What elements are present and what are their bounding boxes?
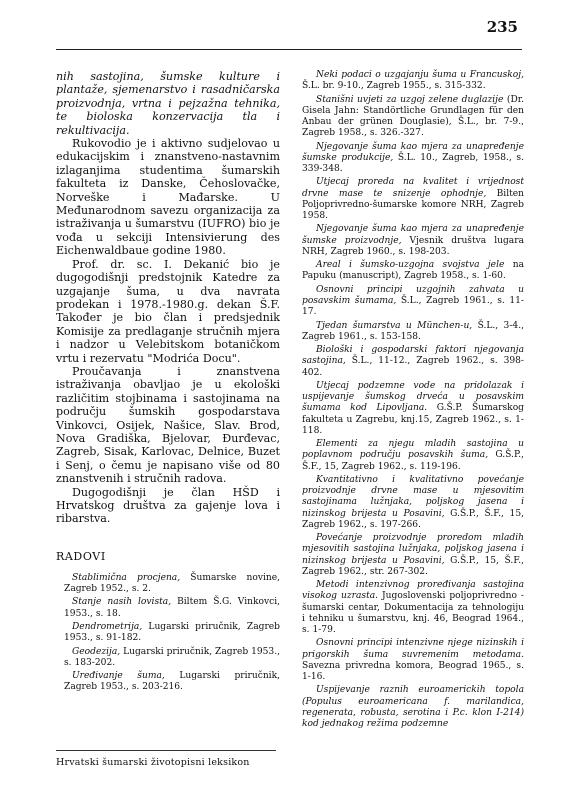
work-entry [302,177,524,222]
work-entry [302,475,524,531]
works-heading: RADOVI [56,549,106,563]
work-entry [302,70,524,92]
work-title: Uspijevanje raznih euroamerickih topola (Populus euroamericana f. marilandica, regenerata, robusta, serotina i P.c. klon I-214) kod jednakog režima podzemne [302,685,524,729]
work-details: Š.L., 3-4., Zagreb 1961., s. 153-158. [302,320,524,342]
work-title: Dendrometrija, [72,622,143,632]
work-details: G.Š.P. Šumarskog fakulteta u Zagrebu, knj.15, Zagreb 1962., s. 1-118. [302,403,524,436]
work-entry [302,580,524,636]
work-title: Tjedan šumarstva u München-u, [316,320,473,331]
work-entry [302,260,524,282]
work-details: (Dr. Gisela Jahn: Standörtliche Grundlagen für den Anbau der grünen Douglasie), Š.L., br. 7-9., Zagreb 1958., s. 326.-327. [302,94,525,139]
work-details: G.Š.P., Š.F., 15, Zagreb 1962., s. 119-196. [302,450,524,472]
work-entry [56,647,280,669]
biography-text [56,70,280,526]
work-details: Lugarski priručnik, Zagreb 1953., s. 91-182. [64,622,280,644]
footer-text: Hrvatski šumarski životopisni leksikon [56,757,250,768]
header-rule [56,49,522,50]
work-details: G.Š.P., 15, Š.F., Zagreb 1962., str. 267-302. [302,555,524,577]
work-details: Lugarski priručnik, Zagreb 1953., s. 183-202. [64,646,280,668]
footer-rule [56,750,276,751]
work-title: Osnovni principi uzgojnih zahvata u posavskim šumama, [302,284,524,306]
work-title: Stanišni uvjeti za uzgoj zelene duglazije [316,94,504,105]
work-title: Neki podaci o uzgajanju šuma u Francuskoj, [316,70,524,80]
work-title: Elementi za njegu mladih sastojina u poplavnom području posavskih šuma, [302,439,524,461]
work-entry [56,573,280,595]
work-details: Savezna privredna komora, Beograd 1965., s. 1-16. [302,660,524,682]
work-details: Š.L., Zagreb 1961., s. 11-17. [302,295,525,318]
work-entry [302,142,524,176]
work-details: G.Š.P., Š.F., 15, Zagreb 1962., s. 197-266. [302,508,524,530]
work-details: na Papuku (manuscript), Zagreb 1958., s. 1-60. [302,260,524,282]
work-details: Š.L. 10., Zagreb, 1958., s. 339-348. [302,152,524,174]
right-column [302,70,524,732]
work-entry [56,671,280,693]
work-entry [302,638,524,683]
works-list-left [56,573,280,694]
work-details: Biltem Š.G. Vinkovci, 1953., s. 18. [64,597,280,619]
work-entry [302,439,524,473]
work-entry [302,224,524,258]
work-title: Uređivanje šuma, [72,671,165,682]
paragraph: nih sastojina, šumske kulture i plantaže, sjemenarstvo i rasadničarska proizvodnja, vrtna i pejzažna tehnika, te bioloska konzervacija tla i rekultivacija. [56,70,280,137]
work-entry [302,381,524,437]
work-title: Njegovanje šuma kao mjera za unapređenje šumske proizvodnje, [302,224,524,246]
work-title: Stanje nasih lovista, [72,597,172,608]
work-title: Stablimična procjena, [72,572,181,583]
work-title: Geodezija, [72,646,121,657]
left-column [56,70,280,696]
work-details: Vjesnik društva lugara NRH, Zagreb 1960., s. 198-203. [302,235,524,257]
work-details: Bilten Poljoprivredno-šumarske komore NRH, Zagreb 1958. [302,188,524,221]
work-entry [302,533,524,578]
work-details: Šumarske novine, Zagreb 1952., s. 2. [64,572,280,595]
work-entry [302,321,524,343]
work-details: Lugarski priručnik, Zagreb 1953., s. 203-216. [64,671,280,693]
work-title: Utjecaj proreda na kvalitet i vrijednost drvne mase te snizenje ophodnje, [302,177,524,199]
work-title: Metodi intenzivnog proređivanja sastojina visokog uzrasta. [302,580,524,602]
work-entry [56,622,280,644]
work-title: Osnovni principi intenzivne njege nizinskih i prigorskih šuma suvremenim metodama. [302,638,524,660]
work-title: Areal i šumsko-uzgojna svojstva jele [316,260,505,271]
work-title: Njegovanje šuma kao mjera za unapređenje šumske produkcije, [302,141,524,163]
work-details: Š.L., 11-12., Zagreb 1962., s. 398-402. [302,356,524,378]
work-entry [302,285,524,319]
paragraph: Dugogodišnji je član HŠD i Hrvatskog društva za gajenje lova i ribarstva. [56,485,280,526]
work-details: Š.L. br. 9-10., Zagreb 1955., s. 315-332. [302,81,486,92]
work-entry [302,345,524,379]
paragraph: Prof. dr. sc. I. Dekanić bio je dugogodišnji predstojnik Katedre za uzgajanje šuma, u dva navrata prodekan i 1978.-1980.g. dekan Š.F. Također je bio član i predsjednik Komisije za predlaganje stručnih mjera i nadzor u Velebitskom botaničkom vrtu i rezervatu "Modrića Docu". [56,257,280,365]
work-entry [56,597,280,619]
work-title: Biološki i gospodarski faktori njegovanja sastojina, [302,345,524,367]
work-title: Utjecaj podzemne vode na pridolazak i uspijevanje šumskog drveća u posavskim šumama kod Lipovljana. [302,380,524,414]
page-number: 235 [486,18,518,36]
paragraph: Rukovodio je i aktivno sudjelovao u edukacijskim i znanstveno-nastavnim izlaganjima studentima šumarskih fakulteta iz Danske, Čehoslovačke, Norveške i Mađarske. U Međunarodnom savezu organizacija za istraživanja u šumarstvu (IUFRO) bio je vođa u sekciji Intensivierung des Eichenwaldbaue godine 1980. [56,137,280,258]
paragraph: Proučavanja i znanstvena istraživanja obavljao je u ekološki različitim stojbinama i sastojinama na području šumskih gospodarstava Vinkovci, Osijek, Našice, Slav. Brod, Nova Gradiška, Bjelovar, Đurđevac, Zagreb, Sisak, Karlovac, Delnice, Buzet i Senj, o čemu je napisano više od 80 znanstvenih i stručnih radova. [56,364,280,486]
works-list-right [302,70,524,730]
work-entry [302,95,524,140]
work-details: Jugoslovenski poljoprivredno - šumarski centar, Dokumentacija za tehnologiju i tehniku u šumarstvu, knj. 46, Beograd 1964., s. 1-79. [302,591,525,635]
work-title: Kvantitativno i kvalitativno povećanje proizvodnje drvne mase u mjesovitim sastojinama lužnjaka, poljskog jasena i nizinskog brijesta u Posavini, [302,474,524,519]
work-title: Povećanje proizvodnje proredom mladih mjesovitih sastojina lužnjaka, poljskog jasena i nizinskog brijesta u Posavini, [302,533,524,566]
work-entry [302,685,524,730]
